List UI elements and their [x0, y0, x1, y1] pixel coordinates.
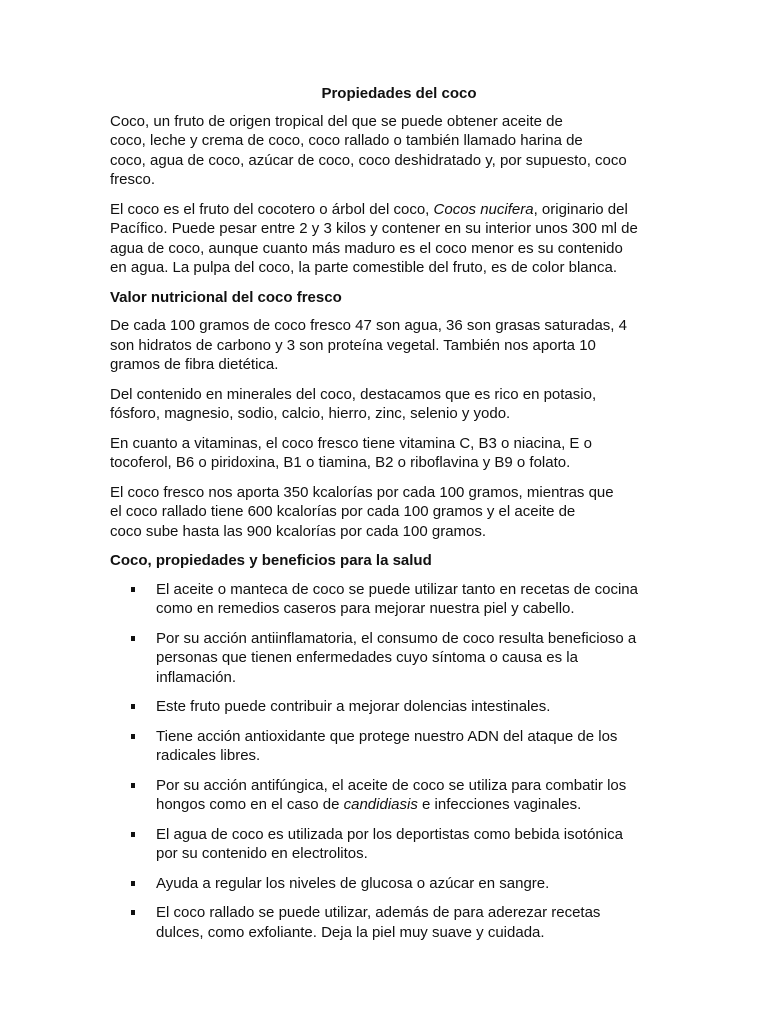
paragraph — [110, 385, 668, 424]
text-line — [156, 599, 668, 619]
text-line — [110, 170, 668, 190]
text-line — [110, 434, 668, 454]
text-line — [156, 746, 668, 766]
text-segment: tocoferol, B6 o piridoxina, B1 o tiamina, B2 o riboflavina y B9 o folato. — [110, 454, 571, 471]
text-segment: Del contenido en minerales del coco, destacamos que es rico en potasio, — [110, 385, 597, 403]
text-line — [110, 385, 668, 405]
text-line — [110, 112, 668, 132]
text-segment: En cuanto a vitaminas, el coco fresco tiene vitamina C, B3 o niacina, E o — [110, 434, 592, 452]
text-line — [156, 923, 668, 943]
list-item-text — [156, 727, 668, 766]
text-line — [156, 795, 668, 815]
paragraph — [110, 434, 668, 473]
text-line — [156, 648, 668, 668]
text-line — [110, 151, 668, 171]
bullet-square-icon — [131, 704, 135, 709]
text-segment: El coco fresco nos aporta 350 kcalorías por cada 100 gramos, mientras que — [110, 483, 614, 501]
text-line — [110, 200, 668, 220]
text-segment: Este fruto puede contribuir a mejorar dolencias intestinales. — [156, 698, 551, 715]
nutrition-section — [110, 316, 668, 541]
text-segment: dulces, como exfoliante. Deja la piel muy suave y cuidada. — [156, 923, 545, 941]
text-segment: El agua de coco es utilizada por los deportistas como bebida isotónica — [156, 825, 623, 843]
list-item — [110, 776, 668, 815]
text-line — [156, 580, 668, 600]
list-item-text — [156, 776, 668, 815]
text-segment: coco sube hasta las 900 kcalorías por cada 100 gramos. — [110, 522, 487, 540]
bullet-square-icon — [131, 783, 135, 788]
text-line — [156, 903, 668, 923]
text-segment: agua de coco, aunque cuanto más maduro es el coco menor es su contenido — [110, 239, 623, 257]
text-segment: Tiene acción antioxidante que protege nuestro ADN del ataque de los — [156, 727, 618, 745]
text-line — [156, 825, 668, 845]
text-segment: gramos de fibra dietética. — [110, 356, 279, 373]
text-line — [110, 258, 668, 278]
list-item — [110, 727, 668, 766]
text-segment: personas que tienen enfermedades cuyo síntoma o causa es la — [156, 649, 578, 666]
document-title: Propiedades del coco — [321, 85, 477, 102]
text-segment: el coco rallado tiene 600 kcalorías por cada 100 gramos y el aceite de — [110, 503, 576, 520]
bullet-square-icon — [131, 734, 135, 739]
text-segment: Coco, un fruto de origen tropical del que se puede obtener aceite de — [110, 112, 563, 130]
text-segment: El coco es el fruto del cocotero o árbol del coco, — [110, 200, 434, 218]
section-heading-nutrition: Valor nutricional del coco fresco — [110, 288, 342, 306]
list-item — [110, 629, 668, 688]
list-item-text — [156, 580, 668, 619]
text-segment: Ayuda a regular los niveles de glucosa o azúcar en sangre. — [156, 874, 550, 892]
list-item — [110, 903, 668, 942]
list-item-text — [156, 874, 668, 894]
text-segment: Por su acción antifúngica, el aceite de coco se utiliza para combatir los — [156, 776, 627, 794]
bullet-square-icon — [131, 587, 135, 592]
list-item — [110, 874, 668, 894]
text-segment: fósforo, magnesio, sodio, calcio, hierro, zinc, selenio y yodo. — [110, 405, 511, 422]
text-line — [156, 844, 668, 864]
text-segment: por su contenido en electrolitos. — [156, 845, 368, 862]
list-item — [110, 825, 668, 864]
bullet-square-icon — [131, 636, 135, 641]
text-line — [156, 874, 668, 894]
list-item — [110, 580, 668, 619]
text-segment: Por su acción antiinflamatoria, el consumo de coco resulta beneficioso a — [156, 629, 637, 647]
italic-term: Cocos nucifera — [433, 200, 534, 218]
bullet-square-icon — [131, 881, 135, 886]
text-segment: inflamación. — [156, 668, 237, 686]
text-line — [110, 219, 668, 239]
benefits-list — [110, 580, 668, 943]
paragraph — [110, 316, 668, 375]
text-segment: e infecciones vaginales. — [417, 796, 582, 813]
italic-term: candidiasis — [343, 796, 418, 813]
text-line — [156, 668, 668, 688]
list-item-text — [156, 903, 668, 942]
bullet-square-icon — [131, 910, 135, 915]
list-item-text — [156, 825, 668, 864]
text-line — [110, 239, 668, 259]
text-line — [156, 629, 668, 649]
text-line — [110, 131, 668, 151]
text-segment: hongos como en el caso de — [156, 796, 344, 813]
list-item-text — [156, 697, 668, 717]
text-segment: en agua. La pulpa del coco, la parte comestible del fruto, es de color blanca. — [110, 259, 617, 276]
text-line — [110, 336, 668, 356]
text-line — [110, 316, 668, 336]
text-segment: como en remedios caseros para mejorar nuestra piel y cabello. — [156, 600, 575, 617]
paragraph — [110, 200, 668, 278]
intro-section — [110, 112, 668, 278]
text-segment: coco, agua de coco, azúcar de coco, coco deshidratado y, por supuesto, coco — [110, 151, 627, 169]
paragraph — [110, 483, 668, 542]
text-segment: radicales libres. — [156, 747, 261, 764]
text-segment: El aceite o manteca de coco se puede utilizar tanto en recetas de cocina — [156, 580, 638, 598]
text-segment: , originario del — [533, 200, 628, 218]
text-line — [156, 776, 668, 796]
text-segment: El coco rallado se puede utilizar, además de para aderezar recetas — [156, 904, 601, 921]
section-heading-benefits: Coco, propiedades y beneficios para la salud — [110, 552, 432, 569]
text-segment: son hidratos de carbono y 3 son proteína vegetal. También nos aporta 10 — [110, 336, 596, 354]
text-line — [110, 404, 668, 424]
list-item — [110, 697, 668, 717]
text-segment: fresco. — [110, 171, 156, 188]
text-line — [156, 727, 668, 747]
list-item-text — [156, 629, 668, 688]
paragraph — [110, 112, 668, 190]
bullet-square-icon — [131, 832, 135, 837]
text-line — [110, 522, 668, 542]
text-line — [156, 697, 668, 717]
text-segment: De cada 100 gramos de coco fresco 47 son agua, 36 son grasas saturadas, 4 — [110, 317, 627, 334]
text-segment: coco, leche y crema de coco, coco rallado o también llamado harina de — [110, 132, 583, 149]
text-line — [110, 502, 668, 522]
text-line — [110, 453, 668, 473]
text-line — [110, 483, 668, 503]
text-segment: Pacífico. Puede pesar entre 2 y 3 kilos y contener en su interior unos 300 ml de — [110, 220, 638, 237]
text-line — [110, 355, 668, 375]
